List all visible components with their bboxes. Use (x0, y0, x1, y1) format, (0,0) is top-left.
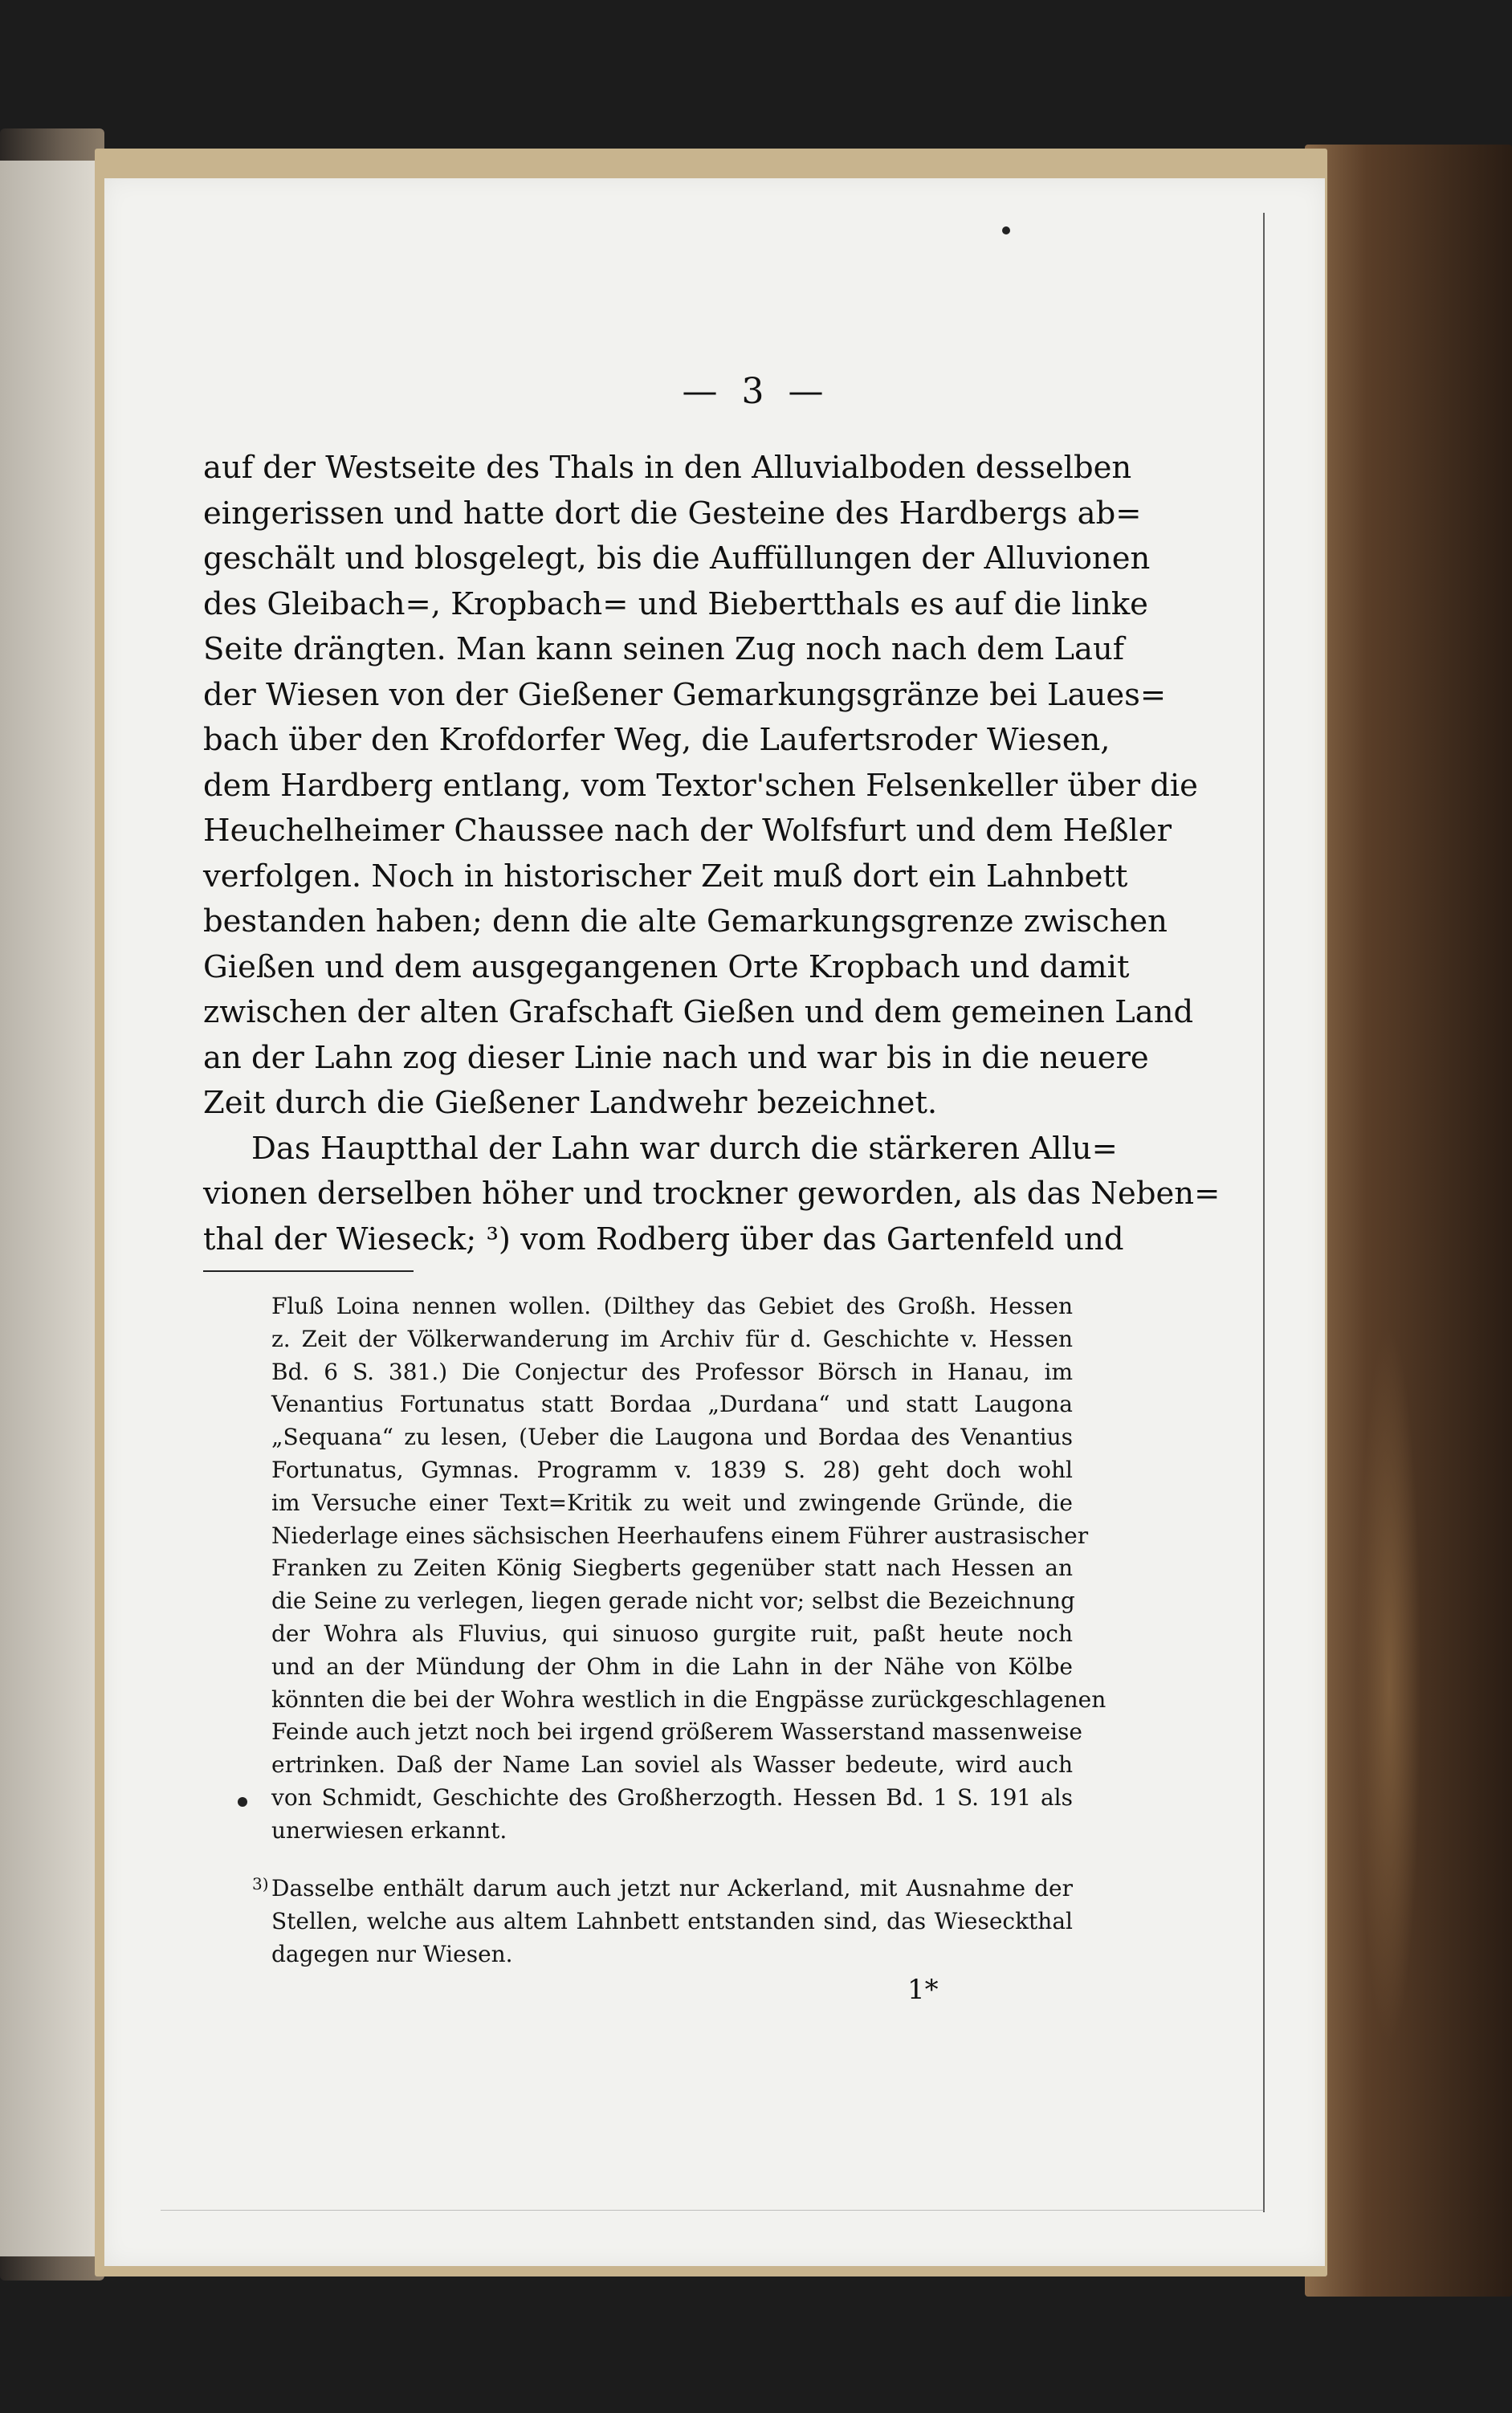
footnote-line: Niederlage eines sächsischen Heerhaufens einem Führer austrasischer (271, 1522, 1089, 1549)
footnote-continued (271, 1290, 1106, 1848)
body-line: Gießen und dem ausgegangenen Orte Kropbach und damit (203, 948, 1130, 985)
ink-speck (1002, 226, 1010, 234)
body-line: eingerissen und hatte dort die Gesteine des Hardbergs ab= (203, 495, 1142, 532)
footnote-line: ertrinken. Daß der Name Lan soviel als Wasser bedeute, wird auch (271, 1751, 1073, 1779)
body-line: bestanden haben; denn die alte Gemarkungsgrenze zwischen (203, 903, 1168, 940)
body-line: verfolgen. Noch in historischer Zeit muß dort ein Lahnbett (203, 858, 1128, 895)
footnote-line: Fluß Loina nennen wollen. (Dilthey das Gebiet des Großh. Hessen (271, 1293, 1073, 1319)
cover-stain (1357, 1325, 1421, 2048)
footnote-line: Fortunatus, Gymnas. Programm v. 1839 S. 28) geht doch wohl (271, 1456, 1073, 1483)
footnote-line: z. Zeit der Völkerwanderung im Archiv für d. Geschichte v. Hessen (271, 1325, 1073, 1352)
left-page-edge (0, 161, 96, 2256)
body-line: dem Hardberg entlang, vom Textor'schen Felsenkeller über die (203, 767, 1198, 804)
footnote-line: von Schmidt, Geschichte des Großherzogth. Hessen Bd. 1 S. 191 als (271, 1783, 1073, 1811)
body-line: Das Hauptthal der Lahn war durch die stärkeren Allu= (251, 1130, 1118, 1167)
signature-mark: 1* (907, 1974, 939, 2006)
scan-border-right (1263, 213, 1265, 2212)
footnote-line: könnten die bei der Wohra westlich in die Engpässe zurückgeschlagenen (271, 1685, 1106, 1713)
body-text (203, 446, 1221, 1262)
body-line: Heuchelheimer Chaussee nach der Wolfsfurt und dem Heßler (203, 813, 1172, 849)
footnote-3 (252, 1873, 1073, 1971)
footnote-line: dagegen nur Wiesen. (271, 1940, 513, 1967)
footnote-line: Franken zu Zeiten König Siegberts gegenüber statt nach Hessen an (271, 1555, 1073, 1582)
scan-border-bottom (161, 2210, 1265, 2211)
footnote-line: unerwiesen erkannt. (271, 1816, 507, 1844)
page-number: — 3 — (682, 371, 830, 412)
body-line: thal der Wieseck; ³) vom Rodberg über das Gartenfeld und (203, 1221, 1124, 1257)
body-line: bach über den Krofdorfer Weg, die Laufertsroder Wiesen, (203, 722, 1111, 758)
body-line: zwischen der alten Grafschaft Gießen und dem gemeinen Land (203, 994, 1194, 1030)
body-line: der Wiesen von der Gießener Gemarkungsgränze bei Laues= (203, 676, 1167, 713)
body-line: an der Lahn zog dieser Linie nach und war bis in die neuere (203, 1039, 1149, 1076)
footnote-line: Stellen, welche aus altem Lahnbett entstanden sind, das Wieseckthal (271, 1907, 1073, 1934)
footnote-line: Feinde auch jetzt noch bei irgend größerem Wasserstand massenweise (271, 1718, 1082, 1746)
body-line: geschält und blosgelegt, bis die Auffüllungen der Alluvionen (203, 540, 1151, 577)
footnote-line: die Seine zu verlegen, liegen gerade nicht vor; selbst die Bezeichnung (271, 1588, 1075, 1615)
footnote-line: der Wohra als Fluvius, qui sinuoso gurgite ruit, paßt heute noch (271, 1620, 1073, 1647)
footnote-line: Dasselbe enthält darum auch jetzt nur Ackerland, mit Ausnahme der (271, 1875, 1073, 1901)
body-line: vionen derselben höher und trockner geworden, als das Neben= (203, 1176, 1221, 1212)
footnote-line: „Sequana“ zu lesen, (Ueber die Laugona und Bordaa des Venantius (271, 1424, 1073, 1451)
footnote-line: und an der Mündung der Ohm in die Lahn in der Nähe von Kölbe (271, 1653, 1073, 1680)
body-line: Seite drängten. Man kann seinen Zug noch nach dem Lauf (203, 631, 1125, 667)
body-line: des Gleibach=, Kropbach= und Biebertthals es auf die linke (203, 585, 1148, 622)
footnote-line: im Versuche einer Text=Kritik zu weit und zwingende Gründe, die (271, 1489, 1073, 1516)
ink-speck (238, 1797, 247, 1807)
footnote-marker: 3) (252, 1874, 269, 1893)
footnote-line: Venantius Fortunatus statt Bordaa „Durdana“ und statt Laugona (271, 1391, 1073, 1418)
body-line: Zeit durch die Gießener Landwehr bezeichnet. (203, 1085, 938, 1121)
footnote-line: Bd. 6 S. 381.) Die Conjectur des Professor Börsch in Hanau, im (271, 1358, 1073, 1385)
footnote-divider (203, 1270, 414, 1272)
body-line: auf der Westseite des Thals in den Alluvialboden desselben (203, 450, 1132, 486)
